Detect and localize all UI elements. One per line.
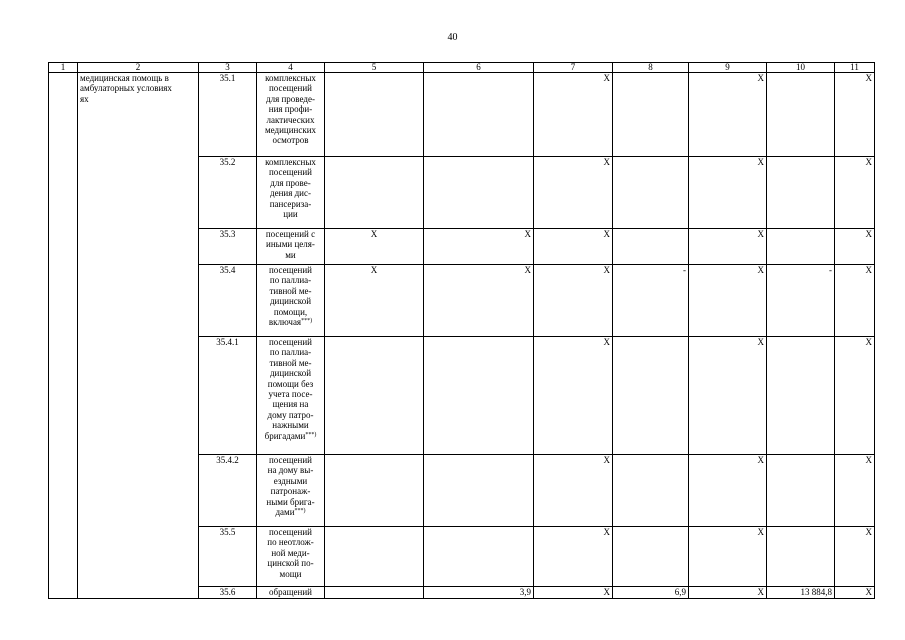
value-cell-c11: X: [835, 587, 875, 599]
description-line: по паллиа-: [269, 347, 312, 358]
description-line: посещений: [268, 337, 312, 347]
description-line: посещений: [268, 265, 312, 275]
value-cell-c10: [767, 337, 835, 455]
footnote-mark: ***): [305, 431, 317, 438]
value-cell-c7: X: [534, 587, 613, 599]
row-code: 35.1: [199, 73, 257, 157]
description-line: по неотлож-: [267, 537, 314, 548]
group-label-line: ях: [80, 93, 89, 104]
row-description: [257, 73, 325, 157]
description-line: комплексных: [265, 73, 316, 83]
description-line: дому патро-: [267, 409, 314, 420]
description-line: патронаж-: [270, 486, 311, 497]
value-cell-c11: X: [835, 265, 875, 337]
description-line: для проведе-: [266, 93, 315, 104]
row-description: [257, 587, 325, 599]
description-line: ездными: [273, 475, 308, 486]
row-code: 35.3: [199, 229, 257, 265]
description-line: для прове-: [270, 177, 311, 188]
value-cell-c5: [325, 337, 424, 455]
value-cell-c9: X: [689, 73, 767, 157]
description-line: посещений: [268, 167, 312, 178]
value-cell-c11: X: [835, 157, 875, 229]
value-cell-c6: [424, 73, 534, 157]
value-cell-c7: X: [534, 455, 613, 527]
row-code: 35.6: [199, 587, 257, 599]
value-cell-c10: [767, 229, 835, 265]
row-description: [257, 455, 325, 527]
value-cell-c7: X: [534, 73, 613, 157]
value-cell-c5: [325, 527, 424, 587]
description-line: нажными: [272, 420, 309, 431]
header-cell: 2: [78, 63, 199, 73]
value-cell-c6: 3,9: [424, 587, 534, 599]
value-cell-c9: X: [689, 229, 767, 265]
value-cell-c8: [613, 455, 689, 527]
page-number: 40: [447, 32, 458, 43]
value-cell-c5: [325, 587, 424, 599]
value-cell-c5: [325, 157, 424, 229]
header-cell: 1: [49, 63, 78, 73]
value-cell-c6: [424, 455, 534, 527]
description-line: бригадами: [264, 430, 306, 441]
data-table: [48, 62, 875, 599]
description-line: цинской по-: [267, 558, 314, 569]
value-cell-c8: [613, 73, 689, 157]
group-label-line: медицинская помощь в: [80, 73, 169, 83]
description-line: иными целя-: [266, 239, 315, 250]
value-cell-c7: X: [534, 157, 613, 229]
header-cell: 4: [257, 63, 325, 73]
description-line: помощи без: [267, 378, 314, 389]
description-line: посещений: [268, 83, 312, 94]
description-line: пансериза-: [269, 198, 312, 209]
value-cell-c10: [767, 157, 835, 229]
header-cell: 8: [613, 63, 689, 73]
description-line: дами: [275, 507, 295, 518]
description-line: ния профи-: [268, 104, 313, 115]
header-cell: 7: [534, 63, 613, 73]
description-line: дицинской: [269, 368, 312, 379]
description-line: мощи: [279, 568, 302, 579]
value-cell-c5: X: [325, 229, 424, 265]
column-1-cell: [49, 73, 78, 599]
footnote-mark: ***): [294, 508, 306, 515]
row-code: 35.5: [199, 527, 257, 587]
table-row: [49, 73, 875, 157]
header-cell: 9: [689, 63, 767, 73]
description-line: учета посе-: [268, 389, 313, 400]
value-cell-c6: X: [424, 265, 534, 337]
description-line: дицинской: [269, 296, 312, 307]
description-line: на дому вы-: [267, 465, 314, 476]
value-cell-c10: [767, 73, 835, 157]
description-line: лактических: [266, 114, 315, 125]
value-cell-c11: X: [835, 73, 875, 157]
description-line: тивной ме-: [269, 357, 312, 368]
row-description: [257, 157, 325, 229]
header-cell: 5: [325, 63, 424, 73]
description-line: посещений: [268, 455, 312, 465]
value-cell-c9: X: [689, 455, 767, 527]
value-cell-c10: [767, 455, 835, 527]
value-cell-c8: [613, 157, 689, 229]
description-line: ции: [283, 209, 298, 220]
value-cell-c6: X: [424, 229, 534, 265]
header-cell: 3: [199, 63, 257, 73]
description-line: комплексных: [265, 157, 316, 167]
header-cell: 6: [424, 63, 534, 73]
description-line: ми: [285, 249, 296, 260]
footnote-mark: ***): [301, 318, 313, 325]
value-cell-c11: X: [835, 527, 875, 587]
description-line: посещений с: [265, 229, 316, 239]
group-label-cell: [78, 73, 199, 599]
value-cell-c6: [424, 527, 534, 587]
row-code: 35.2: [199, 157, 257, 229]
description-line: помощи,: [273, 306, 308, 317]
description-line: посещений: [268, 527, 312, 537]
row-description: [257, 337, 325, 455]
value-cell-c5: X: [325, 265, 424, 337]
value-cell-c7: X: [534, 337, 613, 455]
description-line: включая: [268, 317, 302, 328]
header-cell: 10: [767, 63, 835, 73]
row-description: [257, 265, 325, 337]
value-cell-c9: X: [689, 265, 767, 337]
value-cell-c6: [424, 157, 534, 229]
value-cell-c8: [613, 527, 689, 587]
value-cell-c8: 6,9: [613, 587, 689, 599]
row-code: 35.4: [199, 265, 257, 337]
value-cell-c9: X: [689, 337, 767, 455]
value-cell-c7: X: [534, 229, 613, 265]
value-cell-c11: X: [835, 337, 875, 455]
value-cell-c7: X: [534, 265, 613, 337]
description-line: ными брига-: [266, 496, 315, 507]
description-line: щения на: [272, 399, 309, 410]
value-cell-c10: 13 884,8: [767, 587, 835, 599]
value-cell-c10: -: [767, 265, 835, 337]
header-cell: 11: [835, 63, 875, 73]
value-cell-c8: -: [613, 265, 689, 337]
row-code: 35.4.2: [199, 455, 257, 527]
description-line: дения дис-: [270, 188, 311, 199]
header-row: [49, 63, 875, 73]
row-description: [257, 527, 325, 587]
value-cell-c10: [767, 527, 835, 587]
row-description: [257, 229, 325, 265]
value-cell-c9: X: [689, 527, 767, 587]
description-line: тивной ме-: [269, 285, 312, 296]
description-line: по паллиа-: [269, 275, 312, 286]
group-label-line: амбулаторных условиях: [80, 83, 172, 94]
value-cell-c7: X: [534, 527, 613, 587]
description-line: обращений: [269, 587, 312, 597]
value-cell-c11: X: [835, 455, 875, 527]
value-cell-c5: [325, 455, 424, 527]
value-cell-c9: X: [689, 587, 767, 599]
value-cell-c8: [613, 337, 689, 455]
value-cell-c11: X: [835, 229, 875, 265]
description-line: медицинских: [264, 125, 317, 136]
value-cell-c5: [325, 73, 424, 157]
description-line: ной меди-: [271, 547, 310, 558]
row-code: 35.4.1: [199, 337, 257, 455]
value-cell-c8: [613, 229, 689, 265]
value-cell-c6: [424, 337, 534, 455]
value-cell-c9: X: [689, 157, 767, 229]
description-line: осмотров: [272, 135, 309, 146]
